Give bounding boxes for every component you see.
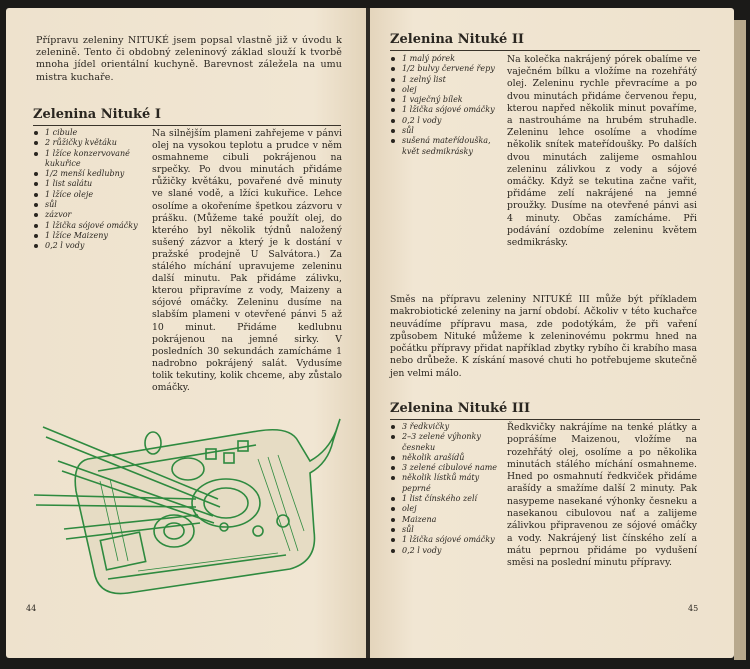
- ingredient-item: sušená mateřídouška, květ sedmikrásky: [390, 136, 502, 157]
- left-page: [6, 8, 368, 658]
- middle-paragraph: Směs na přípravu zeleniny NITUKÉ III může být příkladem makrobiotické zeleniny na jarní období. Ačkoliv v této kuchařce neuvádíme přípravu masa, zde podotýkám, že při vaření způsobem Nituké můžeme k zeleninovému pokrmu hned na počátku přípravy přidat například zbytky rybího či krabího masa nebo drůbeže. K získání masové chuti ho potřebujeme skutečně jen velmi málo.: [390, 294, 697, 379]
- ingredient-item: 1 lžíce Maizeny: [33, 231, 151, 241]
- title-rule: [390, 419, 700, 420]
- page-edge: [734, 20, 746, 660]
- ingredient-list-3: [390, 422, 502, 556]
- ingredient-item: zázvor: [33, 210, 151, 220]
- ingredient-item: sůl: [33, 200, 151, 210]
- ingredient-item: 1 zelný list: [390, 75, 502, 85]
- vegetable-cutting-board-illustration: [28, 411, 346, 596]
- intro-paragraph: Přípravu zeleniny NITUKÉ jsem popsal vlastně již v úvodu k zelenině. Tento či obdobný zeleninový základ slouží k tvorbě mnoha jídel orientální kuchyně. Barevnost záležela na umu mistra kuchaře.: [36, 35, 342, 83]
- right-page: [370, 8, 734, 658]
- title-rule: [33, 125, 341, 126]
- ingredient-list-1: [33, 128, 151, 252]
- ingredient-item: 3 zelené cibulové nате: [390, 463, 502, 473]
- ingredient-item: 0,2 l vody: [390, 116, 502, 126]
- ingredient-item: 1 lžička sójové omáčky: [33, 221, 151, 231]
- ingredient-item: olej: [390, 504, 502, 514]
- ingredient-item: 1 malý pórek: [390, 54, 502, 64]
- recipe-3-method: Ředkvičky nakrájíme na tenké plátky a poprášíme Maizenou, vložíme na rozehřátý olej, osolíme a po několika minutách stálého míchání osmahneme. Hned po osmahnutí ředkviček přidáme arašídy a smažíme další 2 minuty. Pak nasypeme nasekané výhonky česneku a nasekanou cibulovou nať a zalijeme zálivkou připravenou ze sójové omáčky a vody. Nakrájený list čínského zelí a mátu peprnou přidáme po vydušení směsi na poslední minutu přípravy.: [507, 422, 697, 569]
- ingredient-item: 1 list salátu: [33, 179, 151, 189]
- ingredient-item: 2 růžičky květáku: [33, 138, 151, 148]
- recipe-title-nituke-1: Zelenina Nituké I: [33, 107, 161, 122]
- ingredient-item: 1 lžíce oleje: [33, 190, 151, 200]
- ingredient-item: 1 lžička sójové omáčky: [390, 535, 502, 545]
- ingredient-item: sůl: [390, 525, 502, 535]
- ingredient-item: 0,2 l vody: [33, 241, 151, 251]
- page-number-right: 45: [688, 604, 699, 613]
- recipe-title-nituke-3: Zelenina Nituké III: [390, 401, 531, 416]
- ingredient-item: 3 ředkvičky: [390, 422, 502, 432]
- ingredient-item: několik lístků máty peprné: [390, 473, 502, 494]
- recipe-title-nituke-2: Zelenina Nituké II: [390, 32, 525, 47]
- ingredient-item: 1 vaječný bílek: [390, 95, 502, 105]
- ingredient-item: 1 cibule: [33, 128, 151, 138]
- recipe-1-method: Na silnějším plameni zahřejeme v pánvi olej na vysokou teplotu a prudce v něm osmahneme cibuli pokrájenou na srpečky. Po dvou minutách přidáme růžičky květáku, povařené dvě minuty ve slané vodě, a lžíci kukuřice. Lehce osolíme a okořeníme špetkou zázvoru v prášku. (Můžeme také použít olej, do kterého byl několik týdnů naložený sušený zázvor a který je k dostání v pražské prodejně U Salvátora.) Za stálého míchání upravujeme zeleninu další minutu. Pak přidáme zálivku, kterou připravíme z vody, Maizeny a sójové omáčky. Zeleninu dusíme na slabším plameni v otevřené pánvi 5 až 10 minut. Přidáme kedlubnu pokrájenou na jemné sirky. V posledních 30 sekundách zamícháme 1 nadrobno pokrájený salát. Vydusíme tolik tekutiny, kolik chceme, aby zůstalo omáčky.: [152, 128, 342, 393]
- recipe-2-method: Na kolečka nakrájený pórek obalíme ve vaječném bílku a vložíme na rozehřátý olej. Zeleninu rychle převracíme a po dvou minutách přidáme červenou řepu, kterou napřed několik minut povaříme, a nastrouháme na hrubém struhadle. Zeleninu lehce osolíme a vhodíme několik snítek mateřídoušky. Po dalších dvou minutách zalijeme osmahlou zeleninu zálivkou z vody a sójové omáčky. Když se tekutina začne vařit, přidáme zelí nakrájené na jemné proužky. Dusíme na otevřené pánvi asi 4 minuty. Občas zamícháme. Při podávání ozdobíme zeleninu květem sedmikrásky.: [507, 54, 697, 249]
- ingredient-item: 0,2 l vody: [390, 546, 502, 556]
- ingredient-item: několik arašídů: [390, 453, 502, 463]
- ingredient-item: sůl: [390, 126, 502, 136]
- ingredient-item: 2–3 zelené výhonky česneku: [390, 432, 502, 453]
- ingredient-item: 1 lžička sójové omáčky: [390, 105, 502, 115]
- ingredient-list-2: [390, 54, 502, 157]
- ingredient-item: 1 lžíce konzervované kukuřice: [33, 149, 151, 170]
- ingredient-item: 1/2 bulvy červené řepy: [390, 64, 502, 74]
- ingredient-item: 1/2 menší kedlubny: [33, 169, 151, 179]
- ingredient-item: Maizena: [390, 515, 502, 525]
- ingredient-item: olej: [390, 85, 502, 95]
- ingredient-item: 1 list čínského zelí: [390, 494, 502, 504]
- title-rule: [390, 50, 700, 51]
- page-number-left: 44: [26, 604, 37, 613]
